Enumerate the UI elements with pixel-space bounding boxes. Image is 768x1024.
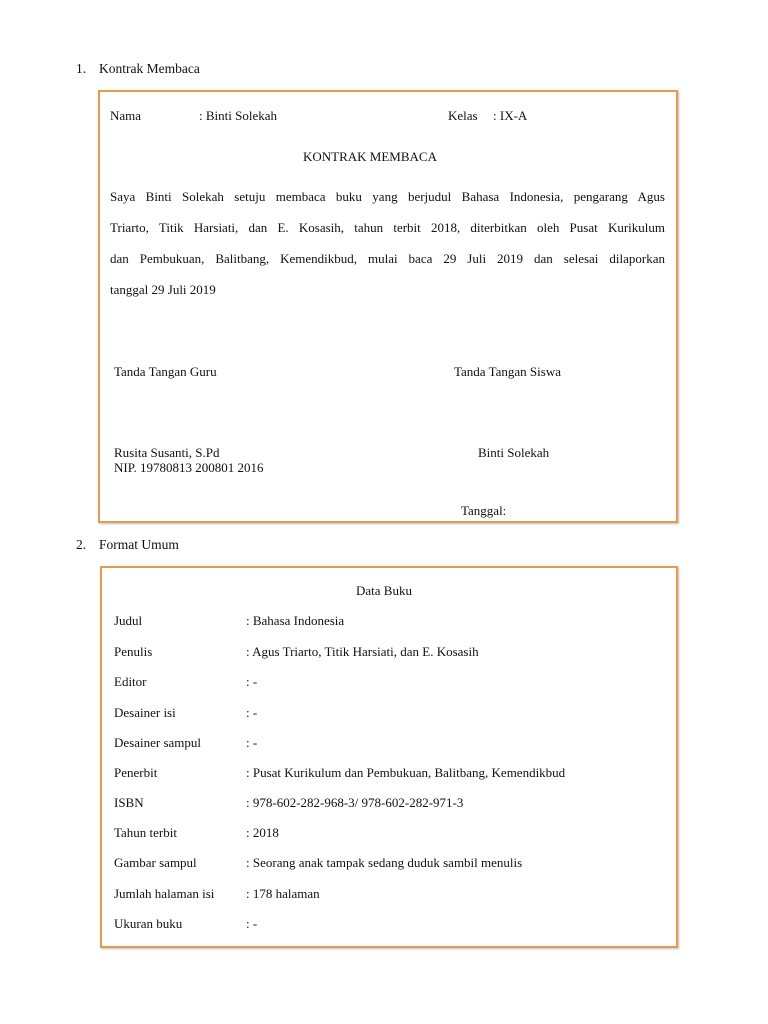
student-sign-label: Tanda Tangan Siswa [454,364,561,379]
book-data-title: Data Buku [356,583,412,598]
book-row-label: Gambar sampul [114,855,197,870]
book-row-value: : 978-602-282-968-3/ 978-602-282-971-3 [246,795,464,810]
section-1-number: 1. [76,61,87,76]
book-row-value: : 2018 [246,825,279,840]
contract-paragraph-line: tanggal 29 Juli 2019 [110,282,216,297]
contract-paragraph-line: Triarto, Titik Harsiati, dan E. Kosasih, tahun terbit 2018, diterbitkan oleh Pusat Kurikulum [110,220,665,235]
name-value: : Binti Solekah [199,108,277,123]
book-row-value: : Seorang anak tampak sedang duduk sambil menulis [246,855,523,870]
book-row-label: Tahun terbit [114,825,177,840]
book-row-value: : - [246,735,258,750]
book-row-value: : Bahasa Indonesia [246,613,345,628]
section-2-number: 2. [76,537,87,552]
class-label: Kelas [448,108,478,123]
book-row-label: Jumlah halaman isi [114,886,215,901]
date-label: Tanggal: [461,503,507,518]
class-value: : IX-A [493,108,528,123]
book-row-value: : Agus Triarto, Titik Harsiati, dan E. Kosasih [246,644,479,659]
teacher-sign-label: Tanda Tangan Guru [114,364,217,379]
contract-title: KONTRAK MEMBACA [303,149,437,164]
student-name: Binti Solekah [478,445,550,460]
book-row-value: : 178 halaman [246,886,320,901]
book-row-label: Penerbit [114,765,158,780]
book-row-value: : Pusat Kurikulum dan Pembukuan, Balitbang, Kemendikbud [246,765,566,780]
book-row-value: : - [246,674,258,689]
book-row-label: Editor [114,674,147,689]
section-1-title: Kontrak Membaca [99,61,200,76]
teacher-nip: NIP. 19780813 200801 2016 [114,460,264,475]
name-label: Nama [110,108,142,123]
teacher-name: Rusita Susanti, S.Pd [114,445,220,460]
book-row-label: Penulis [114,644,153,659]
book-row-label: Ukuran buku [114,916,183,931]
section-2-title: Format Umum [99,537,179,552]
book-row-label: Desainer isi [114,705,176,720]
book-row-label: Desainer sampul [114,735,202,750]
contract-paragraph-line: dan Pembukuan, Balitbang, Kemendikbud, mulai baca 29 Juli 2019 dan selesai dilaporkan [110,251,665,266]
contract-paragraph-line: Saya Binti Solekah setuju membaca buku yang berjudul Bahasa Indonesia, pengarang Agus [110,189,665,204]
book-row-label: ISBN [114,795,144,810]
book-row-value: : - [246,705,258,720]
book-row-value: : - [246,916,258,931]
book-row-label: Judul [114,613,143,628]
